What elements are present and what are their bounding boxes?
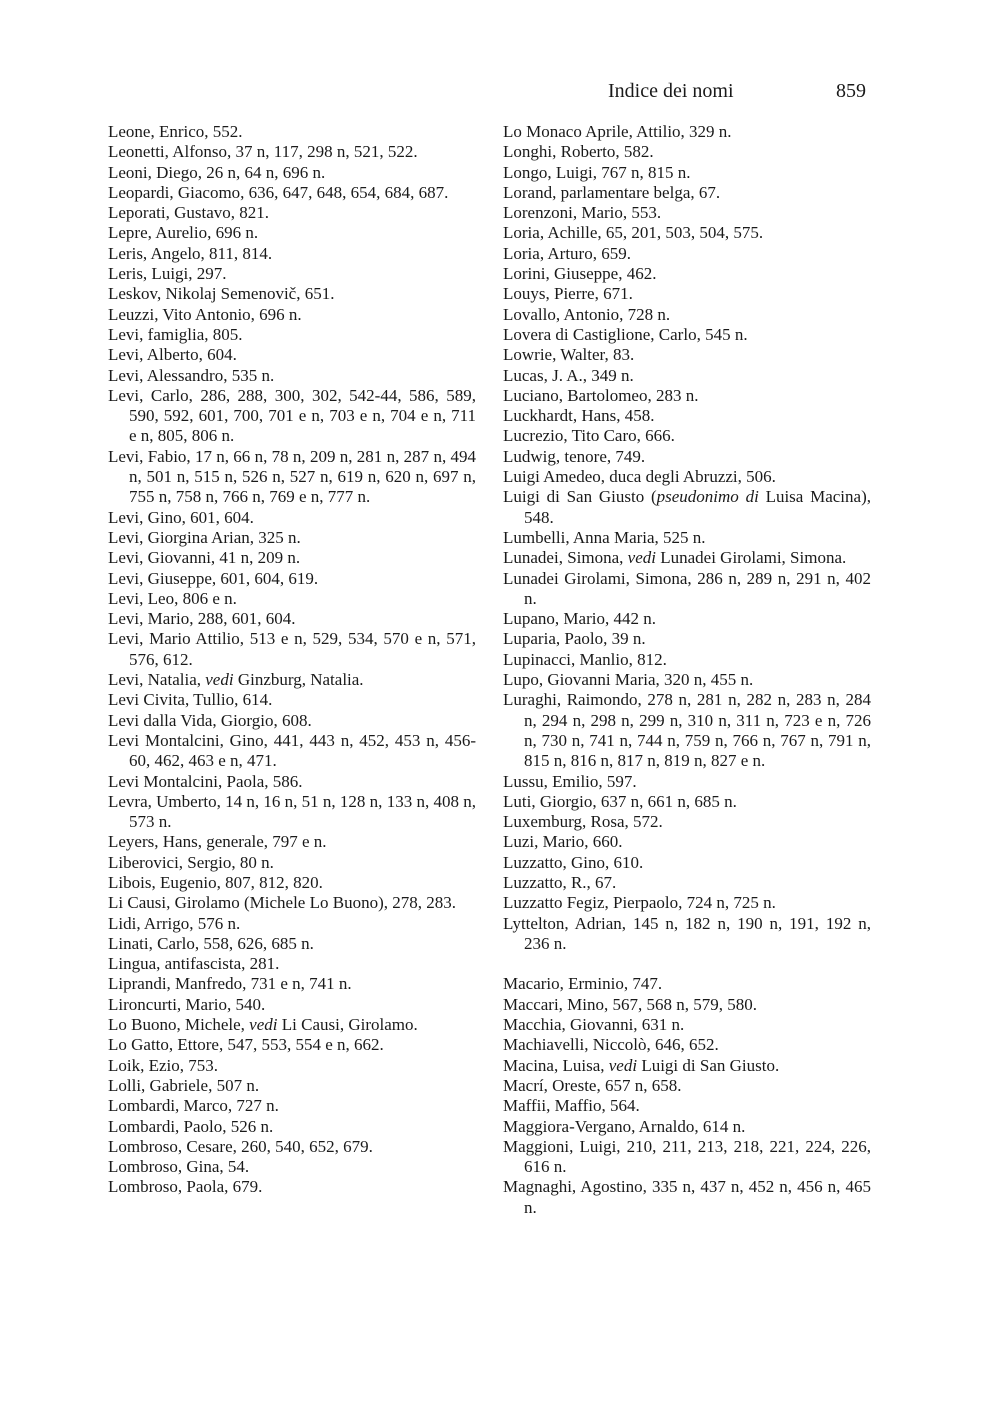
- index-entry: Lowrie, Walter, 83.: [503, 345, 635, 365]
- index-entry: Longo, Luigi, 767 n, 815 n.: [503, 162, 691, 182]
- index-entry: Levi Montalcini, Gino, 441, 443 n, 452, 453 n, 456-60, 462, 463 e n, 471.: [108, 730, 476, 771]
- index-entry: Magnaghi, Agostino, 335 n, 437 n, 452 n, 456 n, 465 n.: [503, 1177, 871, 1217]
- index-entry: Luraghi, Raimondo, 278 n, 281 n, 282 n, 283 n, 284 n, 294 n, 298 n, 299 n, 310 n, 311 n, 723 e n, 726 n, 730 n, 741 n, 744 n, 759 n, 766 n, 767 n, 791 n, 815 n, 816 n, 817 n, 819 n, 827 e n.: [503, 690, 871, 771]
- index-column-right: [503, 122, 871, 1218]
- index-entry: Louys, Pierre, 671.: [503, 284, 633, 304]
- index-entry: Maffii, Maffio, 564.: [503, 1096, 640, 1116]
- index-entry: Levi, Giovanni, 41 n, 209 n.: [108, 548, 301, 568]
- index-entry: Luzzatto Fegiz, Pierpaolo, 724 n, 725 n.: [503, 893, 776, 913]
- index-entry: Levi, Alessandro, 535 n.: [108, 365, 275, 385]
- index-entry: Luzi, Mario, 660.: [503, 832, 623, 852]
- index-entry: Lingua, antifascista, 281.: [108, 954, 280, 974]
- index-entry: Lo Buono, Michele, vedi Li Causi, Girolamo.: [108, 1015, 418, 1035]
- index-entry: Lolli, Gabriele, 507 n.: [108, 1075, 260, 1095]
- index-entry: Lombardi, Paolo, 526 n.: [108, 1116, 274, 1136]
- index-entry: Machiavelli, Niccolò, 646, 652.: [503, 1035, 719, 1055]
- index-entry: Levi Montalcini, Paola, 586.: [108, 771, 303, 791]
- index-entry: Lepre, Aurelio, 696 n.: [108, 223, 259, 243]
- index-entry: Levi, Alberto, 604.: [108, 345, 237, 365]
- index-entry: Levi, Natalia, vedi Ginzburg, Natalia.: [108, 670, 364, 690]
- index-entry: Lunadei, Simona, vedi Lunadei Girolami, Simona.: [503, 548, 847, 568]
- index-entry: Leporati, Gustavo, 821.: [108, 203, 269, 223]
- index-entry: Levi, famiglia, 805.: [108, 324, 243, 344]
- index-column-left: [108, 122, 476, 1198]
- index-entry: Leyers, Hans, generale, 797 e n.: [108, 832, 327, 852]
- index-entry: Luigi Amedeo, duca degli Abruzzi, 506.: [503, 467, 776, 487]
- index-entry: Luzzatto, R., 67.: [503, 872, 617, 892]
- index-entry: Maccari, Mino, 567, 568 n, 579, 580.: [503, 994, 758, 1014]
- index-entry: Lupinacci, Manlio, 812.: [503, 649, 667, 669]
- index-entry: Loria, Arturo, 659.: [503, 243, 631, 263]
- index-entry: Macario, Erminio, 747.: [503, 974, 663, 994]
- index-entry: Linati, Carlo, 558, 626, 685 n.: [108, 933, 314, 953]
- index-entry: Levi, Mario, 288, 601, 604.: [108, 609, 296, 629]
- index-entry: Levi dalla Vida, Giorgio, 608.: [108, 710, 312, 730]
- index-entry: Maggiora-Vergano, Arnaldo, 614 n.: [503, 1116, 746, 1136]
- index-entry: Levi, Mario Attilio, 513 e n, 529, 534, 570 e n, 571, 576, 612.: [108, 629, 476, 669]
- running-title: Indice dei nomi: [608, 80, 734, 102]
- index-entry: Macchia, Giovanni, 631 n.: [503, 1015, 685, 1035]
- index-entry: Liprandi, Manfredo, 731 e n, 741 n.: [108, 974, 352, 994]
- index-entry: Lombardi, Marco, 727 n.: [108, 1096, 279, 1116]
- index-entry: Levi Civita, Tullio, 614.: [108, 690, 273, 710]
- index-entry: Luxemburg, Rosa, 572.: [503, 812, 663, 832]
- index-entry: Lupo, Giovanni Maria, 320 n, 455 n.: [503, 670, 754, 690]
- index-entry: Maggioni, Luigi, 210, 211, 213, 218, 221, 224, 226, 616 n.: [503, 1136, 871, 1177]
- index-entry: Lucrezio, Tito Caro, 666.: [503, 426, 675, 446]
- index-entry: Loik, Ezio, 753.: [108, 1055, 219, 1075]
- index-entry: Levi, Fabio, 17 n, 66 n, 78 n, 209 n, 281 n, 287 n, 494 n, 501 n, 515 n, 526 n, 527 n, 619 n, 620 n, 697 n, 755 n, 758 n, 766 n, 769 e n, 777 n.: [108, 446, 476, 507]
- index-entry: Levi, Giuseppe, 601, 604, 619.: [108, 568, 319, 588]
- index-entry: Lupano, Mario, 442 n.: [503, 609, 656, 629]
- index-entry: Loria, Achille, 65, 201, 503, 504, 575.: [503, 223, 764, 243]
- page-number: 859: [836, 80, 866, 102]
- index-entry: Lo Gatto, Ettore, 547, 553, 554 e n, 662.: [108, 1035, 384, 1055]
- index-entry: Leonetti, Alfonso, 37 n, 117, 298 n, 521, 522.: [108, 142, 418, 162]
- index-entry: Lumbelli, Anna Maria, 525 n.: [503, 527, 706, 547]
- index-entry: Lombroso, Gina, 54.: [108, 1157, 250, 1177]
- index-entry: Luckhardt, Hans, 458.: [503, 406, 655, 426]
- index-entry: Luciano, Bartolomeo, 283 n.: [503, 385, 699, 405]
- index-entry: Ludwig, tenore, 749.: [503, 446, 646, 466]
- index-entry: Levra, Umberto, 14 n, 16 n, 51 n, 128 n, 133 n, 408 n, 573 n.: [108, 791, 476, 832]
- index-entry: Lorenzoni, Mario, 553.: [503, 203, 662, 223]
- running-header: [0, 80, 1005, 110]
- index-entry: Lovera di Castiglione, Carlo, 545 n.: [503, 324, 748, 344]
- index-entry: Lucas, J. A., 349 n.: [503, 365, 634, 385]
- index-entry: Levi, Leo, 806 e n.: [108, 588, 237, 608]
- index-entry: Lyttelton, Adrian, 145 n, 182 n, 190 n, 191, 192 n, 236 n.: [503, 913, 871, 953]
- index-entry: Leopardi, Giacomo, 636, 647, 648, 654, 684, 687.: [108, 182, 449, 202]
- index-entry: Lovallo, Antonio, 728 n.: [503, 304, 671, 324]
- index-entry: Lombroso, Cesare, 260, 540, 652, 679.: [108, 1136, 373, 1156]
- index-entry: Luparia, Paolo, 39 n.: [503, 629, 646, 649]
- index-entry: Levi, Giorgina Arian, 325 n.: [108, 527, 301, 547]
- index-entry: Luigi di San Giusto (pseudonimo di Luisa Macina), 548.: [503, 487, 871, 527]
- index-entry: Lunadei Girolami, Simona, 286 n, 289 n, 291 n, 402 n.: [503, 568, 871, 608]
- index-entry: Lorini, Giuseppe, 462.: [503, 264, 657, 284]
- index-entry: Lo Monaco Aprile, Attilio, 329 n.: [503, 122, 732, 141]
- index-entry: Lorand, parlamentare belga, 67.: [503, 182, 721, 202]
- index-entry: Lombroso, Paola, 679.: [108, 1177, 263, 1197]
- index-entry: Levi, Gino, 601, 604.: [108, 507, 254, 527]
- index-entry: Libois, Eugenio, 807, 812, 820.: [108, 872, 323, 892]
- index-entry: Leoni, Diego, 26 n, 64 n, 696 n.: [108, 162, 326, 182]
- index-entry: Leris, Luigi, 297.: [108, 264, 227, 284]
- index-entry: Leuzzi, Vito Antonio, 696 n.: [108, 304, 302, 324]
- index-entry: Macina, Luisa, vedi Luigi di San Giusto.: [503, 1055, 780, 1075]
- index-entry: Leskov, Nikolaj Semenovič, 651.: [108, 284, 335, 304]
- index-entry: Leone, Enrico, 552.: [108, 122, 243, 141]
- index-entry: Leris, Angelo, 811, 814.: [108, 243, 273, 263]
- index-entry: Li Causi, Girolamo (Michele Lo Buono), 278, 283.: [108, 893, 456, 913]
- index-entry: Lussu, Emilio, 597.: [503, 771, 637, 791]
- index-entry: Levi, Carlo, 286, 288, 300, 302, 542-44, 586, 589, 590, 592, 601, 700, 701 e n, 703 e n, 704 e n, 711 e n, 805, 806 n.: [108, 385, 476, 446]
- index-entry: Luzzatto, Gino, 610.: [503, 852, 644, 872]
- index-entry: Liberovici, Sergio, 80 n.: [108, 852, 274, 872]
- index-entry: Longhi, Roberto, 582.: [503, 142, 654, 162]
- index-entry: Luti, Giorgio, 637 n, 661 n, 685 n.: [503, 791, 737, 811]
- index-entry: Macrí, Oreste, 657 n, 658.: [503, 1075, 682, 1095]
- index-entry: Lidi, Arrigo, 576 n.: [108, 913, 241, 933]
- index-entry: Lironcurti, Mario, 540.: [108, 994, 266, 1014]
